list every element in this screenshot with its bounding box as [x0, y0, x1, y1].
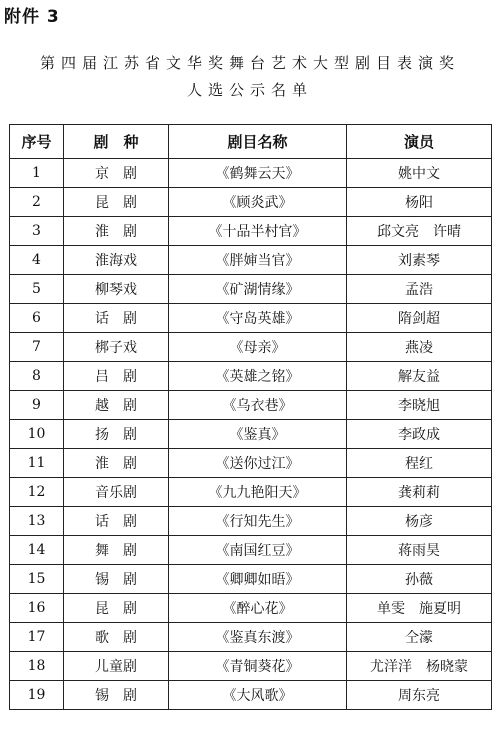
actor-cell: 李晓旭	[347, 391, 492, 420]
row-number: 1	[10, 159, 64, 188]
table-row	[10, 304, 492, 333]
genre-cell: 话 剧	[64, 304, 169, 333]
play-title-cell: 《九九艳阳天》	[169, 478, 347, 507]
header-play: 剧目名称	[169, 125, 347, 159]
row-number: 11	[10, 449, 64, 478]
table-row	[10, 420, 492, 449]
row-number: 3	[10, 217, 64, 246]
genre-cell: 梆子戏	[64, 333, 169, 362]
play-title-cell: 《母亲》	[169, 333, 347, 362]
genre-cell: 音乐剧	[64, 478, 169, 507]
table-row	[10, 681, 492, 710]
actor-cell: 杨彦	[347, 507, 492, 536]
genre-cell: 柳琴戏	[64, 275, 169, 304]
genre-cell: 淮 剧	[64, 217, 169, 246]
actor-cell: 尤洋洋 杨晓蒙	[347, 652, 492, 681]
table-row	[10, 565, 492, 594]
table-row	[10, 652, 492, 681]
row-number: 16	[10, 594, 64, 623]
table-row	[10, 217, 492, 246]
genre-cell: 越 剧	[64, 391, 169, 420]
row-number: 14	[10, 536, 64, 565]
actor-cell: 解友益	[347, 362, 492, 391]
play-title-cell: 《行知先生》	[169, 507, 347, 536]
genre-cell: 锡 剧	[64, 565, 169, 594]
play-title-cell: 《醉心花》	[169, 594, 347, 623]
row-number: 12	[10, 478, 64, 507]
genre-cell: 舞 剧	[64, 536, 169, 565]
genre-cell: 京 剧	[64, 159, 169, 188]
actor-cell: 程红	[347, 449, 492, 478]
actor-cell: 仝濛	[347, 623, 492, 652]
row-number: 7	[10, 333, 64, 362]
genre-cell: 昆 剧	[64, 594, 169, 623]
actor-cell: 李政成	[347, 420, 492, 449]
play-title-cell: 《乌衣巷》	[169, 391, 347, 420]
actor-cell: 邱文亮 许晴	[347, 217, 492, 246]
table-header-row	[10, 125, 492, 159]
play-title-cell: 《鉴真东渡》	[169, 623, 347, 652]
header-actor: 演员	[347, 125, 492, 159]
play-title-cell: 《顾炎武》	[169, 188, 347, 217]
play-title-cell: 《送你过江》	[169, 449, 347, 478]
table-row	[10, 333, 492, 362]
row-number: 9	[10, 391, 64, 420]
genre-cell: 昆 剧	[64, 188, 169, 217]
table-row	[10, 275, 492, 304]
genre-cell: 儿童剧	[64, 652, 169, 681]
actor-cell: 孟浩	[347, 275, 492, 304]
row-number: 13	[10, 507, 64, 536]
row-number: 8	[10, 362, 64, 391]
table-row	[10, 449, 492, 478]
table-row	[10, 507, 492, 536]
actor-cell: 姚中文	[347, 159, 492, 188]
genre-cell: 淮海戏	[64, 246, 169, 275]
play-title-cell: 《矿湖情缘》	[169, 275, 347, 304]
header-no: 序号	[10, 125, 64, 159]
genre-cell: 吕 剧	[64, 362, 169, 391]
row-number: 5	[10, 275, 64, 304]
actor-cell: 周东亮	[347, 681, 492, 710]
actor-cell: 燕凌	[347, 333, 492, 362]
genre-cell: 歌 剧	[64, 623, 169, 652]
table-row	[10, 594, 492, 623]
table-row	[10, 159, 492, 188]
row-number: 6	[10, 304, 64, 333]
play-title-cell: 《南国红豆》	[169, 536, 347, 565]
document-title: 第四届江苏省文华奖舞台艺术大型剧目表演奖	[39, 54, 460, 72]
document-subtitle: 人选公示名单	[186, 81, 313, 99]
actor-cell: 单雯 施夏明	[347, 594, 492, 623]
play-title-cell: 《英雄之铭》	[169, 362, 347, 391]
actor-cell: 蒋雨昊	[347, 536, 492, 565]
play-title-cell: 《十品半村官》	[169, 217, 347, 246]
row-number: 17	[10, 623, 64, 652]
row-number: 19	[10, 681, 64, 710]
header-genre: 剧 种	[64, 125, 169, 159]
nominee-table	[9, 124, 492, 710]
row-number: 18	[10, 652, 64, 681]
table-row	[10, 478, 492, 507]
actor-cell: 龚莉莉	[347, 478, 492, 507]
play-title-cell: 《青铜葵花》	[169, 652, 347, 681]
table-row	[10, 623, 492, 652]
genre-cell: 淮 剧	[64, 449, 169, 478]
attachment-label: 附件 3	[4, 7, 60, 27]
genre-cell: 锡 剧	[64, 681, 169, 710]
genre-cell: 扬 剧	[64, 420, 169, 449]
actor-cell: 隋剑超	[347, 304, 492, 333]
play-title-cell: 《守岛英雄》	[169, 304, 347, 333]
actor-cell: 杨阳	[347, 188, 492, 217]
genre-cell: 话 剧	[64, 507, 169, 536]
actor-cell: 刘素琴	[347, 246, 492, 275]
table-row	[10, 391, 492, 420]
table-row	[10, 246, 492, 275]
play-title-cell: 《胖婶当官》	[169, 246, 347, 275]
play-title-cell: 《卿卿如晤》	[169, 565, 347, 594]
play-title-cell: 《大风歌》	[169, 681, 347, 710]
row-number: 15	[10, 565, 64, 594]
row-number: 2	[10, 188, 64, 217]
actor-cell: 孙薇	[347, 565, 492, 594]
table-row	[10, 188, 492, 217]
play-title-cell: 《鹤舞云天》	[169, 159, 347, 188]
row-number: 10	[10, 420, 64, 449]
play-title-cell: 《鉴真》	[169, 420, 347, 449]
row-number: 4	[10, 246, 64, 275]
table-row	[10, 362, 492, 391]
table-row	[10, 536, 492, 565]
